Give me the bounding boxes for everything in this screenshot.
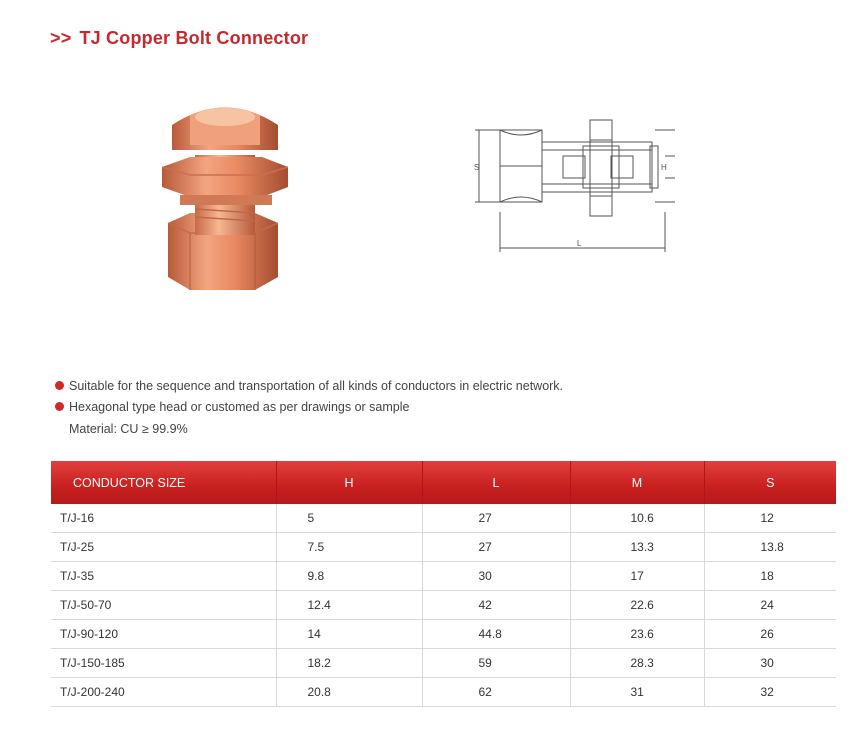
cell-size: T/J-200-240 — [51, 678, 276, 707]
table-row — [51, 562, 836, 591]
cell-s: 13.8 — [704, 533, 836, 562]
material-spec: Material: CU ≥ 99.9% — [69, 422, 188, 436]
connector-photo — [150, 95, 300, 300]
cell-m: 28.3 — [570, 649, 704, 678]
cell-h: 12.4 — [276, 591, 422, 620]
bullet-icon — [55, 402, 64, 411]
cell-s: 18 — [704, 562, 836, 591]
cell-s: 32 — [704, 678, 836, 707]
table-row — [51, 649, 836, 678]
cell-l: 44.8 — [422, 620, 570, 649]
header-l: L — [422, 461, 570, 504]
header-conductor-size: CONDUCTOR SIZE — [51, 461, 276, 504]
cell-l: 30 — [422, 562, 570, 591]
bullet-icon — [55, 381, 64, 390]
cell-m: 22.6 — [570, 591, 704, 620]
feature-text: Hexagonal type head or customed as per drawings or sample — [69, 400, 410, 414]
cell-size: T/J-90-120 — [51, 620, 276, 649]
feature-item — [55, 398, 563, 419]
cell-l: 27 — [422, 533, 570, 562]
page-title — [50, 28, 308, 49]
cell-m: 31 — [570, 678, 704, 707]
cell-s: 24 — [704, 591, 836, 620]
dimension-drawing — [465, 118, 675, 258]
cell-h: 9.8 — [276, 562, 422, 591]
table-row — [51, 533, 836, 562]
feature-item — [55, 377, 563, 398]
cell-l: 42 — [422, 591, 570, 620]
cell-m: 13.3 — [570, 533, 704, 562]
cell-h: 7.5 — [276, 533, 422, 562]
cell-s: 12 — [704, 504, 836, 533]
cell-m: 10.6 — [570, 504, 704, 533]
dim-label-s: S — [474, 163, 480, 172]
cell-h: 14 — [276, 620, 422, 649]
cell-size: T/J-25 — [51, 533, 276, 562]
dim-label-h: H — [661, 163, 667, 172]
feature-list — [55, 377, 563, 438]
cell-m: 17 — [570, 562, 704, 591]
cell-size: T/J-150-185 — [51, 649, 276, 678]
cell-size: T/J-50-70 — [51, 591, 276, 620]
title-text: TJ Copper Bolt Connector — [79, 28, 309, 48]
cell-size: T/J-16 — [51, 504, 276, 533]
cell-h: 18.2 — [276, 649, 422, 678]
spec-table — [51, 461, 836, 707]
cell-h: 5 — [276, 504, 422, 533]
table-row — [51, 678, 836, 707]
title-arrows: >> — [50, 28, 72, 48]
header-s: S — [704, 461, 836, 504]
cell-l: 59 — [422, 649, 570, 678]
table-row — [51, 504, 836, 533]
cell-m: 23.6 — [570, 620, 704, 649]
cell-s: 30 — [704, 649, 836, 678]
dim-label-l: L — [577, 239, 582, 248]
cell-s: 26 — [704, 620, 836, 649]
cell-l: 62 — [422, 678, 570, 707]
cell-l: 27 — [422, 504, 570, 533]
header-m: M — [570, 461, 704, 504]
cell-size: T/J-35 — [51, 562, 276, 591]
table-row — [51, 591, 836, 620]
table-row — [51, 620, 836, 649]
header-h: H — [276, 461, 422, 504]
cell-h: 20.8 — [276, 678, 422, 707]
table-header-row — [51, 461, 836, 504]
feature-text: Suitable for the sequence and transportation of all kinds of conductors in electric network. — [69, 379, 564, 393]
